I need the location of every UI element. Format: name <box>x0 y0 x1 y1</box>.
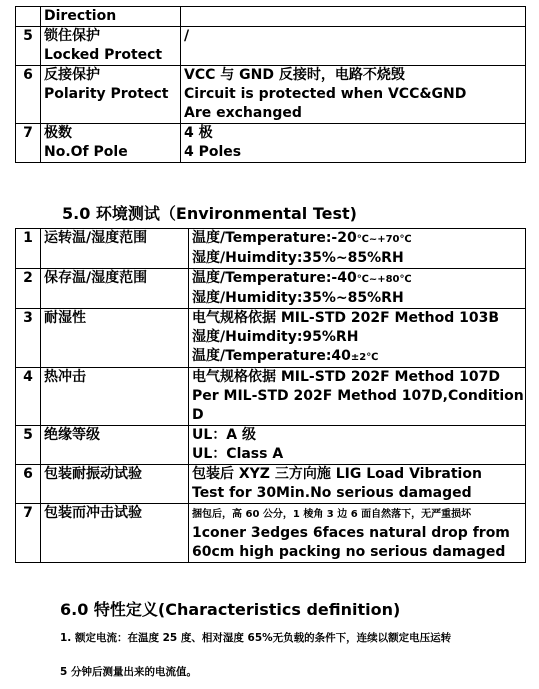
condition-text: 1coner 3edges 6faces natural drop from <box>192 525 510 541</box>
rated-current-definition-line-2: 5 分钟后测量出来的电流值。 <box>60 666 197 678</box>
condition-small-text: ℃~+80℃ <box>356 274 412 285</box>
test-condition <box>189 465 526 504</box>
condition-text: D <box>192 407 204 423</box>
condition-text: 湿度/Huimdity:95%RH <box>192 329 359 345</box>
spec-value-line <box>184 7 522 26</box>
environmental-test-table <box>15 228 526 563</box>
spec-item-line: Polarity Protect <box>44 86 169 102</box>
spec-item-line: No.Of Pole <box>44 144 128 160</box>
condition-text: Test for 30Min.No serious damaged <box>192 485 472 501</box>
spec-item <box>41 124 181 163</box>
spec-row <box>16 27 526 66</box>
test-condition <box>189 229 526 269</box>
row-number: 3 <box>16 309 41 368</box>
test-condition <box>189 368 526 426</box>
env-test-row <box>16 269 526 309</box>
condition-text: 电气规格依据 MIL-STD 202F Method 107D <box>192 369 500 385</box>
condition-line <box>192 289 522 308</box>
test-item: 耐湿性 <box>41 309 189 368</box>
spec-item <box>41 7 181 27</box>
condition-line <box>192 328 522 347</box>
test-item: 热冲击 <box>41 368 189 426</box>
condition-line <box>192 465 522 484</box>
row-number: 6 <box>16 465 41 504</box>
row-number: 6 <box>16 66 41 124</box>
condition-small-text: 捆包后，高 60 公分，1 棱角 3 边 6 面自然落下，无严重损坏 <box>192 509 472 520</box>
condition-line <box>192 309 522 328</box>
test-condition <box>189 309 526 368</box>
condition-text: 温度/Temperature:-40 <box>192 270 357 286</box>
row-number: 7 <box>16 504 41 563</box>
spec-row <box>16 66 526 124</box>
row-number: 7 <box>16 124 41 163</box>
env-test-row <box>16 229 526 269</box>
env-test-row <box>16 504 526 563</box>
condition-text: 包装后 XYZ 三方向施 LIG Load Vibration <box>192 466 482 482</box>
test-item: 包装耐振动试验 <box>41 465 189 504</box>
condition-text: 60cm high packing no serious damaged <box>192 544 506 560</box>
spec-row <box>16 124 526 163</box>
condition-line <box>192 368 522 387</box>
condition-text: 温度/Temperature:-20 <box>192 230 357 246</box>
rated-current-definition-line-1: 1. 额定电流：在温度 25 度、相对湿度 65%无负载的条件下，连续以额定电压运转 <box>60 632 452 644</box>
spec-value <box>181 66 526 124</box>
condition-text: 湿度/Huimdity:35%~85%RH <box>192 250 404 266</box>
spec-item <box>41 66 181 124</box>
condition-text: 电气规格依据 MIL-STD 202F Method 103B <box>192 310 500 326</box>
condition-text: 温度/Temperature:40 <box>192 348 351 364</box>
condition-line <box>192 229 522 249</box>
test-condition <box>189 269 526 309</box>
condition-line <box>192 524 522 543</box>
condition-line <box>192 543 522 562</box>
spec-item-line: 反接保护 <box>44 67 100 83</box>
spec-value <box>181 27 526 66</box>
section-heading-environmental-test: 5.0 环境测试（Environmental Test) <box>62 204 357 223</box>
test-condition <box>189 426 526 465</box>
env-test-row <box>16 465 526 504</box>
spec-value-line: / <box>184 28 190 44</box>
env-test-row <box>16 426 526 465</box>
test-item: 绝缘等级 <box>41 426 189 465</box>
row-number: 4 <box>16 368 41 426</box>
condition-text: 湿度/Humidity:35%~85%RH <box>192 290 404 306</box>
test-item: 包装而冲击试验 <box>41 504 189 563</box>
row-number: 5 <box>16 27 41 66</box>
section-heading-characteristics: 6.0 特性定义(Characteristics definition) <box>60 600 401 619</box>
row-number: 5 <box>16 426 41 465</box>
spec-item-line: Direction <box>44 8 117 24</box>
spec-item-line: 锁住保护 <box>44 28 100 44</box>
condition-line <box>192 387 522 406</box>
row-number: 2 <box>16 269 41 309</box>
condition-text: Per MIL-STD 202F Method 107D,Condition <box>192 388 524 404</box>
spec-value-line: 4 Poles <box>184 144 242 160</box>
condition-line <box>192 484 522 503</box>
spec-value <box>181 124 526 163</box>
env-test-row <box>16 309 526 368</box>
spec-value-line: VCC 与 GND 反接时，电路不烧毁 <box>184 67 405 83</box>
test-item: 保存温/湿度范围 <box>41 269 189 309</box>
test-item: 运转温/湿度范围 <box>41 229 189 269</box>
row-number: 1 <box>16 229 41 269</box>
spec-item-line: Locked Protect <box>44 47 163 63</box>
condition-text: UL：A 级 <box>192 427 256 443</box>
spec-value-line: Are exchanged <box>184 105 302 121</box>
condition-small-text: ℃~+70℃ <box>356 234 412 245</box>
test-condition <box>189 504 526 563</box>
condition-text: UL：Class A <box>192 446 284 462</box>
condition-line <box>192 269 522 289</box>
spec-value <box>181 7 526 27</box>
condition-line <box>192 504 522 524</box>
spec-table <box>15 6 526 163</box>
condition-line <box>192 426 522 445</box>
env-test-row <box>16 368 526 426</box>
spec-value-line: 4 极 <box>184 125 213 141</box>
spec-item-line: 极数 <box>44 125 72 141</box>
condition-line <box>192 249 522 268</box>
condition-line <box>192 445 522 464</box>
row-number <box>16 7 41 27</box>
spec-row <box>16 7 526 27</box>
spec-item <box>41 27 181 66</box>
condition-line <box>192 347 522 367</box>
spec-value-line: Circuit is protected when VCC&GND <box>184 86 467 102</box>
condition-line <box>192 406 522 425</box>
condition-small-text: ±2℃ <box>350 352 379 363</box>
